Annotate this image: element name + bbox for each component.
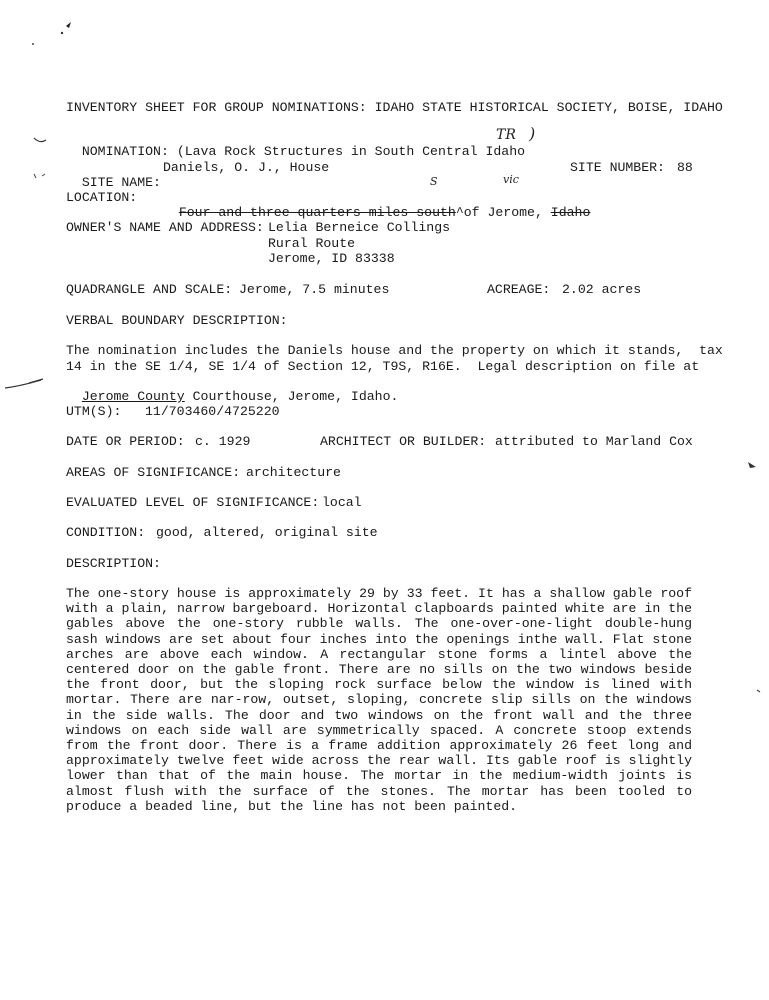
nomination-paren-open: ( <box>176 144 185 159</box>
site-name-value: Daniels, O. J., House <box>163 160 330 175</box>
date-value: c. 1929 <box>195 434 251 449</box>
nomination-paren-close: ) <box>529 124 536 143</box>
owner-label: OWNER'S NAME AND ADDRESS: <box>66 220 264 235</box>
utm-value: 11/703460/4725220 <box>145 404 280 419</box>
boundary-county: Jerome County <box>81 389 185 404</box>
utm-label: UTM(S): <box>66 404 122 419</box>
site-number-value: 88 <box>677 160 693 175</box>
condition-label: CONDITION: <box>66 525 146 540</box>
location-struck-state: Idaho <box>550 205 591 220</box>
description-label: DESCRIPTION: <box>66 556 161 571</box>
location-value <box>163 190 590 220</box>
acreage-label: ACREAGE: <box>487 282 551 297</box>
location-label: LOCATION: <box>66 190 138 205</box>
site-number-label: SITE NUMBER: <box>570 160 665 175</box>
quadrangle-value: Jerome, 7.5 minutes <box>239 282 390 297</box>
nomination-handwritten: TR <box>496 127 516 143</box>
location-hand-s: S <box>430 175 438 188</box>
date-label: DATE OR PERIOD: <box>66 434 185 449</box>
areas-value: architecture <box>246 465 341 480</box>
boundary-line-1: The nomination includes the Daniels house and the property on which it stands, tax <box>66 343 723 358</box>
nomination-row <box>66 129 525 159</box>
site-name-label: SITE NAME: <box>81 175 161 190</box>
evaluated-label: EVALUATED LEVEL OF SIGNIFICANCE: <box>66 495 320 510</box>
location-struck-text: Four and three-quarters miles south <box>178 205 456 220</box>
owner-line-2: Rural Route <box>268 236 356 251</box>
description-text: The one-story house is approximately 29 by 33 feet. It has a shallow gable roof with a plain, narrow bargeboard. Horizontal clapboards painted white are in the gables above the one-story rubble walls. The one-over-one-light double-hung sash windows are set about four inches into the openings inthe wall. Flat stone arches are above each window. A rectangular stone forms a lintel above the centered door on the gable front. There are no sills on the two windows beside the front door, but the sloping rock surface below the window is lined with mortar. There are nar-row, outset, sloping, concrete slip sills on the windows in the side walls. The door and two windows on the front wall and the three windows on each side wall are symmetrically spaced. A concrete stoop extends from the front door. There is a frame addition approximately 26 feet long and approximately twelve feet wide across the rear wall. Its gable roof is slightly lower than that of the main house. The mortar in the medium-width joints is almost flush with the surface of the stones. The mortar has been tooled to produce a beaded line, but the line has not been painted. <box>66 586 692 814</box>
architect-label: ARCHITECT OR BUILDER: <box>320 434 487 449</box>
owner-line-1: Lelia Berneice Collings <box>268 220 451 235</box>
nomination-value: Lava Rock Structures in South Central Idaho <box>184 144 526 159</box>
location-hand-vic: vic <box>503 173 519 186</box>
acreage-value: 2.02 acres <box>562 282 642 297</box>
evaluated-value: local <box>322 495 362 510</box>
quadrangle-label: QUADRANGLE AND SCALE: <box>66 282 233 297</box>
boundary-line-2: 14 in the SE 1/4, SE 1/4 of Section 12, T9S, R16E. Legal description on file at <box>66 359 700 374</box>
boundary-line-3 <box>66 374 398 404</box>
boundary-label: VERBAL BOUNDARY DESCRIPTION: <box>66 313 288 328</box>
nomination-label: NOMINATION: <box>81 144 169 159</box>
areas-label: AREAS OF SIGNIFICANCE: <box>66 465 241 480</box>
condition-value: good, altered, original site <box>156 525 378 540</box>
boundary-line-3-rest: Courthouse, Jerome, Idaho. <box>184 389 399 404</box>
site-name-row <box>66 160 161 190</box>
architect-value: attributed to Marland Cox <box>495 434 693 449</box>
form-header: INVENTORY SHEET FOR GROUP NOMINATIONS: IDAHO STATE HISTORICAL SOCIETY, BOISE, IDAHO <box>66 100 723 115</box>
location-caret: ^ <box>455 205 464 220</box>
location-text: of Jerome, <box>463 205 543 220</box>
owner-line-3: Jerome, ID 83338 <box>268 251 395 266</box>
